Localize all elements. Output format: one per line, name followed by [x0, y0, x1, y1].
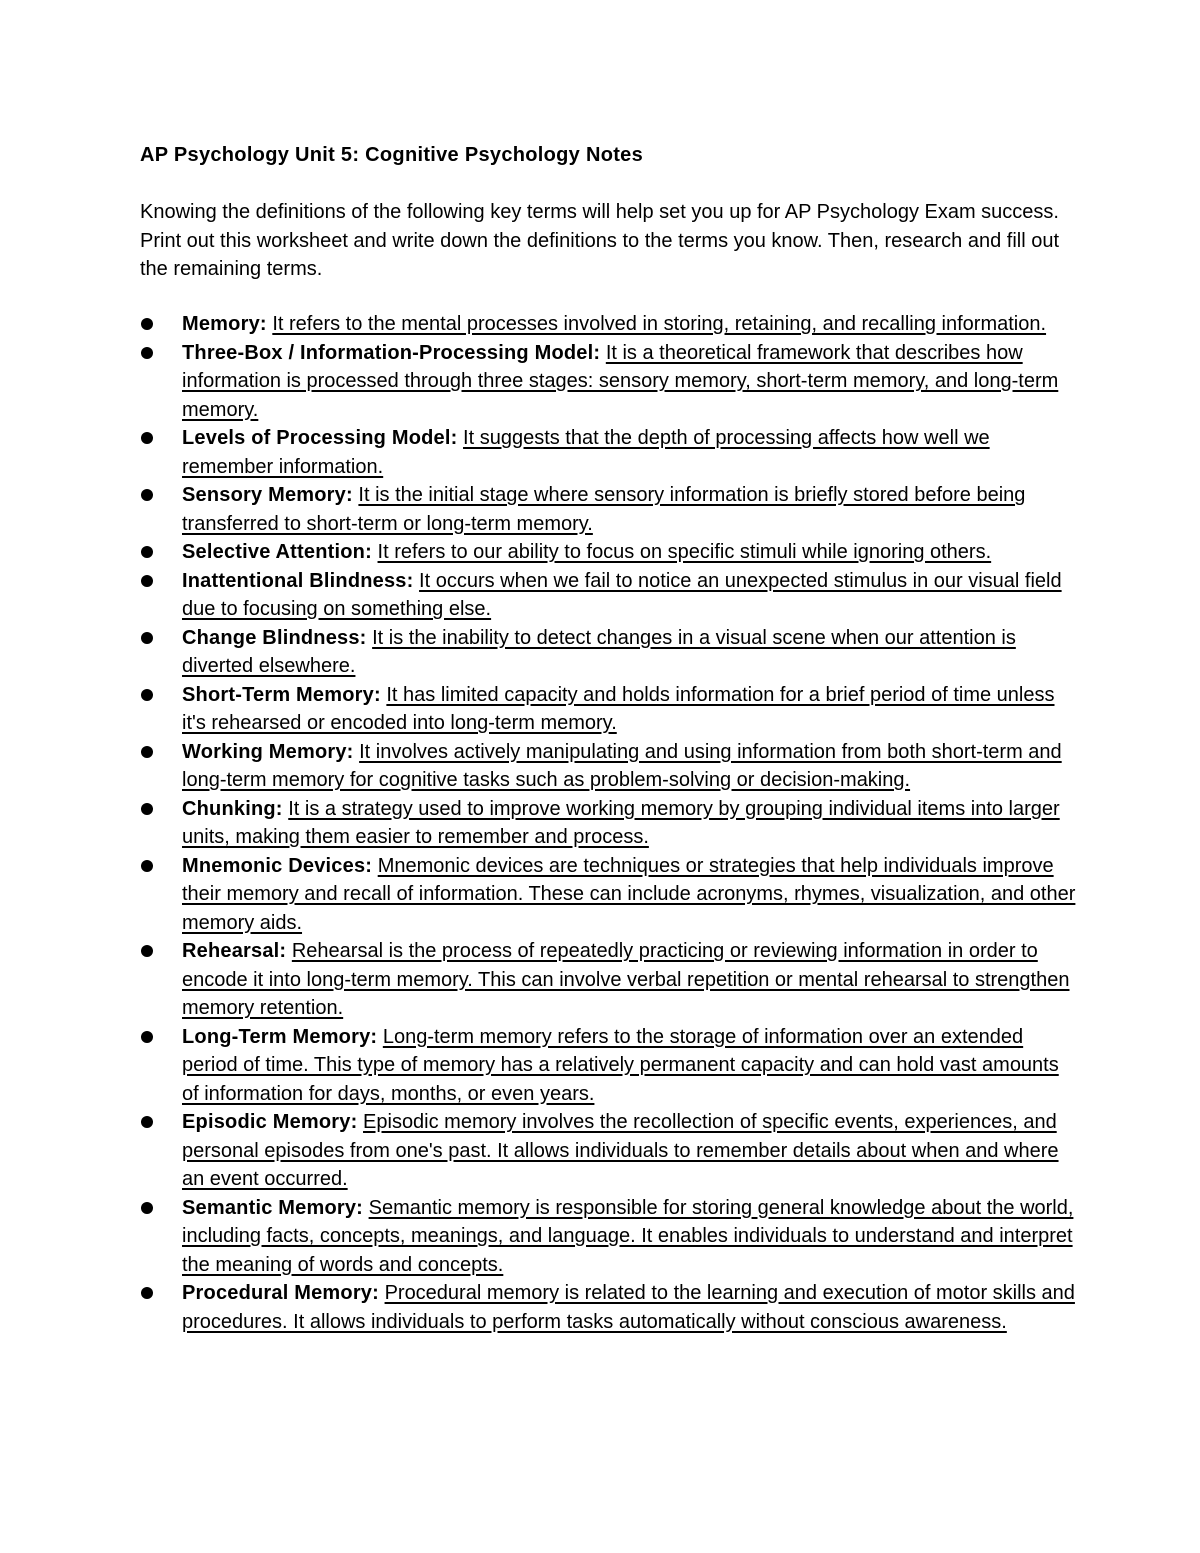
bullet-icon	[141, 632, 153, 644]
term-name: Levels of Processing Model:	[182, 427, 458, 449]
term-item-long-term-memory	[140, 1023, 1080, 1109]
term-item-mnemonic-devices	[140, 852, 1080, 938]
term-definition: It is a theoretical framework that describes how information is processed through three stages: sensory memory, short-term memory, and long-term memory.	[182, 341, 1059, 421]
bullet-icon	[141, 803, 153, 815]
term-name: Mnemonic Devices:	[182, 854, 373, 877]
term-definition: It refers to our ability to focus on specific stimuli while ignoring others.	[377, 541, 992, 563]
term-item-sensory-memory	[140, 481, 1080, 538]
term-name: Rehearsal:	[182, 940, 287, 962]
term-definition: Mnemonic devices are techniques or strategies that help individuals improve their memory and recall of information. These can include acronyms, rhymes, visualization, and other memory aids.	[182, 854, 1076, 934]
bullet-icon	[141, 860, 153, 872]
term-item-semantic-memory	[140, 1194, 1080, 1280]
term-definition: It has limited capacity and holds information for a brief period of time unless it's rehearsed or encoded into long-term memory.	[182, 683, 1055, 734]
term-name: Short-Term Memory:	[182, 683, 381, 706]
term-item-selective-attention	[140, 538, 1080, 567]
bullet-icon	[141, 489, 153, 501]
term-name: Procedural Memory:	[182, 1282, 379, 1304]
term-definition: Rehearsal is the process of repeatedly practicing or reviewing information in order to encode it into long-term memory. This can involve verbal repetition or mental rehearsal to strengthen memory retention.	[182, 940, 1070, 1019]
bullet-icon	[141, 746, 153, 758]
term-name: Inattentional Blindness:	[182, 569, 414, 592]
bullet-icon	[141, 432, 153, 444]
term-item-levels-of-processing	[140, 424, 1080, 481]
bullet-icon	[141, 347, 153, 359]
term-definition: It is a strategy used to improve working memory by grouping individual items into larger units, making them easier to remember and process.	[182, 797, 1060, 848]
term-item-chunking	[140, 795, 1080, 852]
term-definition: It occurs when we fail to notice an unexpected stimulus in our visual field due to focusing on something else.	[182, 569, 1062, 620]
term-name: Three-Box / Information-Processing Model:	[182, 341, 601, 364]
bullet-icon	[141, 945, 153, 957]
bullet-icon	[141, 575, 153, 587]
bullet-icon	[141, 1287, 153, 1299]
term-name: Selective Attention:	[182, 541, 372, 563]
term-item-short-term-memory	[140, 681, 1080, 738]
term-item-procedural-memory	[140, 1279, 1080, 1336]
term-definition: Procedural memory is related to the learning and execution of motor skills and procedures. It allows individuals to perform tasks automatically without conscious awareness.	[182, 1282, 1075, 1333]
term-item-working-memory	[140, 738, 1080, 795]
term-item-change-blindness	[140, 624, 1080, 681]
term-item-memory	[140, 310, 1080, 339]
term-name: Working Memory:	[182, 740, 354, 763]
term-definition: It is the initial stage where sensory information is briefly stored before being transferred to short-term or long-term memory.	[182, 484, 1026, 535]
document-title: AP Psychology Unit 5: Cognitive Psychology Notes	[140, 144, 644, 166]
term-item-inattentional-blindness	[140, 567, 1080, 624]
bullet-icon	[141, 318, 153, 330]
term-definition: It refers to the mental processes involved in storing, retaining, and recalling information.	[272, 313, 1047, 335]
intro-paragraph: Knowing the definitions of the following key terms will help set you up for AP Psychology Exam success. Print out this worksheet and write down the definitions to the terms you know. Then, research and fill out the remaining terms.	[140, 201, 1060, 280]
term-name: Episodic Memory:	[182, 1111, 358, 1133]
term-name: Memory:	[182, 313, 267, 335]
term-item-episodic-memory	[140, 1108, 1080, 1194]
term-name: Chunking:	[182, 797, 283, 820]
term-name: Change Blindness:	[182, 626, 367, 649]
term-definition: Semantic memory is responsible for storing general knowledge about the world, including facts, concepts, meanings, and language. It enables individuals to understand and interpret the meaning of words and concepts.	[182, 1196, 1074, 1276]
term-name: Semantic Memory:	[182, 1196, 364, 1219]
bullet-icon	[141, 1202, 153, 1214]
key-terms-list	[140, 310, 1080, 1336]
term-definition: It involves actively manipulating and using information from both short-term and long-term memory for cognitive tasks such as problem-solving or decision-making.	[182, 740, 1062, 791]
bullet-icon	[141, 546, 153, 558]
term-name: Sensory Memory:	[182, 484, 353, 506]
term-item-three-box-model	[140, 339, 1080, 425]
term-definition: Episodic memory involves the recollection of specific events, experiences, and personal episodes from one's past. It allows individuals to remember details about when and where an event occurred.	[182, 1111, 1059, 1190]
term-definition: It suggests that the depth of processing affects how well we remember information.	[182, 427, 990, 478]
bullet-icon	[141, 1031, 153, 1043]
bullet-icon	[141, 1116, 153, 1128]
term-definition: It is the inability to detect changes in a visual scene when our attention is diverted elsewhere.	[182, 626, 1016, 677]
bullet-icon	[141, 689, 153, 701]
term-name: Long-Term Memory:	[182, 1025, 378, 1048]
term-definition: Long-term memory refers to the storage of information over an extended period of time. This type of memory has a relatively permanent capacity and can hold vast amounts of information for days, months, or even years.	[182, 1025, 1059, 1105]
term-item-rehearsal	[140, 937, 1080, 1023]
